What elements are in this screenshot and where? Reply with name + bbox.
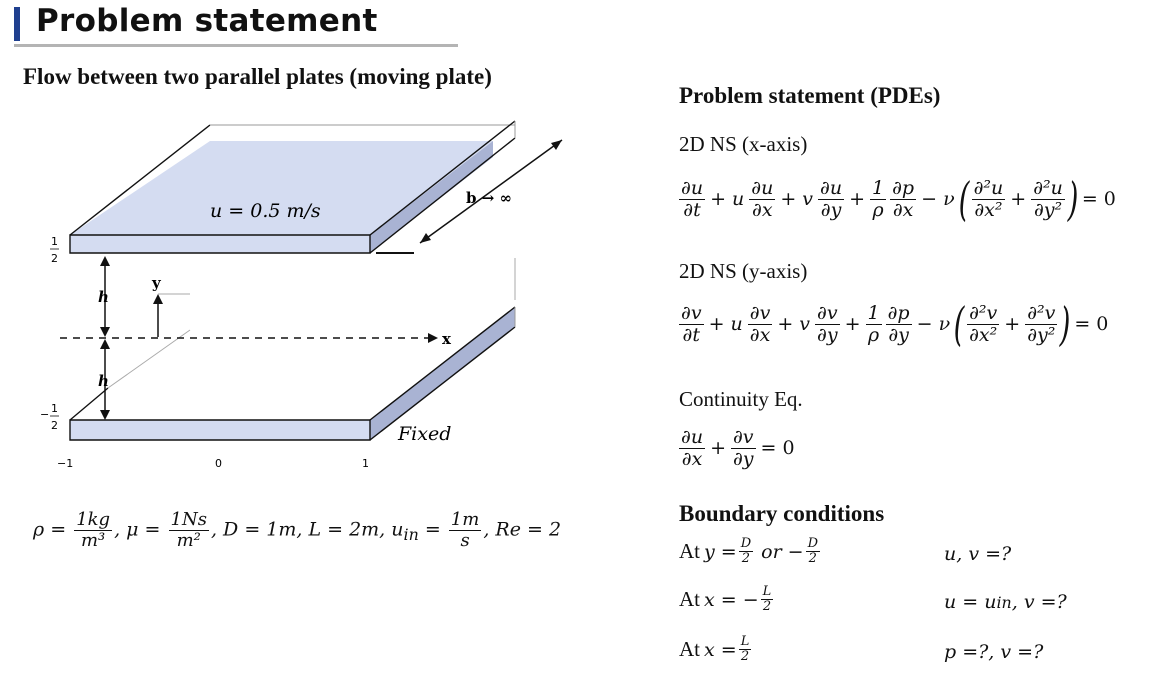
bc-row-walls (679, 537, 822, 567)
ns-x-yy-den: ∂y² (1033, 198, 1063, 221)
gap-label-upper: h (98, 288, 109, 306)
ns-y-p-den: ∂y (888, 323, 909, 346)
bc-row2-var: x = − (704, 588, 759, 611)
bc-row1-num2: D (807, 536, 819, 551)
bc-row1-or: or (761, 540, 782, 563)
bottom-plate-left-edge (70, 388, 108, 420)
width-label: b → ∞ (466, 189, 512, 207)
ns-y-x-num: ∂v (749, 301, 771, 324)
ns-x-y-den: ∂y (820, 198, 842, 221)
reynolds-number: , Re = 2 (483, 518, 562, 541)
ns-x-xx-den: ∂x² (974, 198, 1003, 221)
ns-y-label: 2D NS (y-axis) (679, 259, 808, 283)
ns-y-x-den: ∂x (749, 323, 771, 346)
rho-fraction (74, 510, 112, 551)
ns-x-op4: − ν (921, 188, 955, 210)
rho-numerator: 1kg (76, 509, 111, 530)
fixed-label: Fixed (398, 423, 452, 445)
bc-row1-num: D (740, 536, 752, 551)
ns-x-t-den: ∂t (683, 198, 701, 221)
bc-row3-num: L (740, 634, 750, 649)
page-title: Problem statement (36, 3, 378, 39)
fluid-parameters (33, 510, 561, 551)
gap-label-lower: h (98, 372, 109, 390)
gap-arrow-upper-head-top (100, 256, 110, 266)
bc-row2-fraction (761, 585, 774, 615)
bc-row-outlet (679, 635, 753, 665)
rho-symbol: ρ = (33, 518, 67, 541)
ns-x-x-num: ∂u (751, 176, 774, 199)
inlet-velocity-fraction (449, 510, 482, 551)
ns-x-rho-den: ρ (872, 198, 884, 221)
ns-x-yy-term (1031, 178, 1065, 221)
bc-row1-condition: u, v =? (944, 543, 1012, 565)
inlet-subscript: in (403, 525, 419, 545)
y-tick-bottom-denominator: 2 (51, 419, 58, 432)
bottom-plate-front (70, 420, 370, 440)
y-tick-top-numerator: 1 (51, 235, 58, 248)
ns-y-y-term (815, 303, 840, 346)
ns-y-time-term (679, 303, 704, 346)
ns-x-right-paren: ) (1067, 172, 1079, 226)
mu-fraction (169, 510, 209, 551)
inlet-equals: = (418, 518, 441, 541)
ns-y-p-num: ∂p (887, 301, 910, 324)
bc-row1-fraction (739, 537, 753, 567)
ns-y-x-term (748, 303, 773, 346)
bc-row1-var: y = (704, 540, 737, 563)
ns-y-op4: − ν (916, 313, 951, 335)
y-axis-arrowhead (153, 294, 163, 304)
y-tick-top-denominator: 2 (51, 252, 58, 265)
pde-heading: Problem statement (PDEs) (679, 83, 941, 108)
ns-y-op2: + v (777, 313, 811, 335)
bc-row3-den: 2 (740, 649, 750, 665)
bc-row1-den2: 2 (808, 551, 817, 567)
bc-row2-cond-a: u = u (944, 591, 997, 613)
ns-y-op1: + u (708, 313, 743, 335)
domain-parameters: , D = 1m, L = 2m, u (210, 518, 404, 541)
x-axis-arrowhead (428, 333, 438, 343)
continuity-v-den: ∂y (732, 447, 754, 470)
ns-x-xx-num: ∂²u (973, 176, 1004, 199)
ns-x-label: 2D NS (x-axis) (679, 132, 808, 156)
continuity-u-num: ∂u (681, 426, 704, 448)
gap-arrow-lower-head-top (100, 339, 110, 349)
bc-row1-fraction2 (806, 537, 820, 567)
width-arrow-head-far (551, 140, 562, 150)
ns-y-y-den: ∂y (817, 323, 838, 346)
ns-x-xx-term (972, 178, 1006, 221)
ns-y-equation (677, 297, 1111, 351)
rho-denominator: m³ (80, 529, 106, 551)
y-tick-bottom-sign: − (40, 408, 50, 421)
ns-y-t-num: ∂v (681, 301, 702, 324)
ns-x-rho-num: 1 (872, 176, 885, 199)
top-plate-front (70, 235, 370, 253)
ns-y-op5: + (1004, 313, 1021, 335)
ns-y-xx-den: ∂x² (969, 323, 998, 346)
ns-y-density-term (866, 303, 882, 346)
ns-x-density-term (870, 178, 886, 221)
bc-row2-cond-b: , v =? (1011, 591, 1067, 613)
gap-arrow-upper-head-bottom (100, 327, 110, 337)
ns-y-rho-num: 1 (867, 301, 880, 324)
inlet-velocity-numerator: 1m (450, 509, 480, 530)
bottom-plate-right-edge (370, 307, 515, 420)
ns-x-op5: + (1010, 188, 1027, 210)
ns-x-t-num: ∂u (681, 176, 704, 199)
ns-y-t-den: ∂t (682, 323, 701, 346)
bc-row1-at: At (679, 539, 700, 564)
ns-y-xx-num: ∂²v (969, 301, 998, 324)
continuity-op: + (710, 437, 726, 460)
continuity-equation (677, 427, 798, 470)
continuity-v-term (731, 427, 756, 470)
bc-row2-cond-sub: in (996, 592, 1012, 612)
ns-x-x-den: ∂x (752, 198, 773, 221)
bc-row3-var: x = (704, 638, 737, 661)
ns-x-y-num: ∂u (820, 176, 843, 199)
ns-y-pressure-term (886, 303, 912, 346)
ns-x-yy-num: ∂²u (1033, 176, 1063, 199)
width-arrow-head-near (420, 233, 431, 243)
ns-y-left-paren: ( (953, 297, 965, 351)
bc-row2-den: 2 (762, 599, 772, 615)
bc-row2-condition (944, 591, 1067, 613)
ns-y-right-paren: ) (1059, 297, 1071, 351)
continuity-u-term (679, 427, 705, 470)
top-plate-velocity: u = 0.5 m/s (210, 200, 321, 222)
ns-x-op3: + (849, 188, 866, 210)
diagram-subtitle: Flow between two parallel plates (moving plate) (23, 64, 492, 89)
bc-row-inlet (679, 585, 775, 615)
ns-x-pressure-term (890, 178, 916, 221)
bc-heading: Boundary conditions (679, 501, 885, 526)
ns-y-rho-den: ρ (867, 323, 880, 346)
ns-x-op1: + u (710, 188, 745, 210)
parallel-plates-diagram (0, 100, 600, 500)
y-tick-bottom-numerator: 1 (51, 402, 58, 415)
title-underline (14, 44, 458, 47)
ns-x-equation (677, 172, 1119, 226)
mu-denominator: m² (176, 529, 201, 551)
bc-row3-condition: p =?, v =? (944, 641, 1044, 663)
mu-numerator: 1Ns (170, 509, 207, 530)
bc-row1-minus: − (787, 540, 804, 563)
title-accent-bar (14, 7, 20, 41)
continuity-rhs: = 0 (760, 437, 795, 460)
x-tick-zero: 0 (215, 457, 222, 470)
mu-symbol: , μ = (114, 518, 161, 541)
bc-row2-at: At (679, 587, 700, 612)
ns-y-yy-term (1025, 303, 1057, 346)
ns-x-p-den: ∂x (892, 198, 914, 221)
ns-x-p-num: ∂p (892, 176, 915, 199)
inlet-velocity-denominator: s (460, 529, 470, 551)
continuity-label: Continuity Eq. (679, 387, 803, 411)
ns-y-yy-num: ∂²v (1027, 301, 1056, 324)
y-axis-label: y (152, 274, 161, 292)
ns-x-y-term (818, 178, 844, 221)
ns-y-xx-term (967, 303, 999, 346)
ns-y-y-num: ∂v (817, 301, 838, 324)
continuity-v-num: ∂v (732, 426, 754, 448)
bc-row3-fraction (739, 635, 752, 665)
x-tick-minus-one: −1 (57, 457, 74, 470)
continuity-u-den: ∂x (681, 447, 703, 470)
x-axis-label: x (442, 330, 451, 348)
x-tick-one: 1 (362, 457, 369, 470)
ns-x-x-term (749, 178, 775, 221)
ns-y-yy-den: ∂y² (1027, 323, 1056, 346)
top-plate-back (210, 125, 515, 141)
ns-x-time-term (679, 178, 705, 221)
bc-row1-den: 2 (741, 551, 751, 567)
bc-row2-num: L (762, 584, 772, 599)
ns-y-rhs: = 0 (1074, 313, 1109, 335)
ns-x-left-paren: ( (958, 172, 969, 226)
bottom-plate-side (370, 307, 515, 440)
ns-x-op2: + v (780, 188, 814, 210)
ns-x-rhs: = 0 (1081, 188, 1116, 210)
gap-arrow-lower-head-bottom (100, 410, 110, 420)
ns-y-op3: + (844, 313, 861, 335)
bc-row3-at: At (679, 637, 700, 662)
